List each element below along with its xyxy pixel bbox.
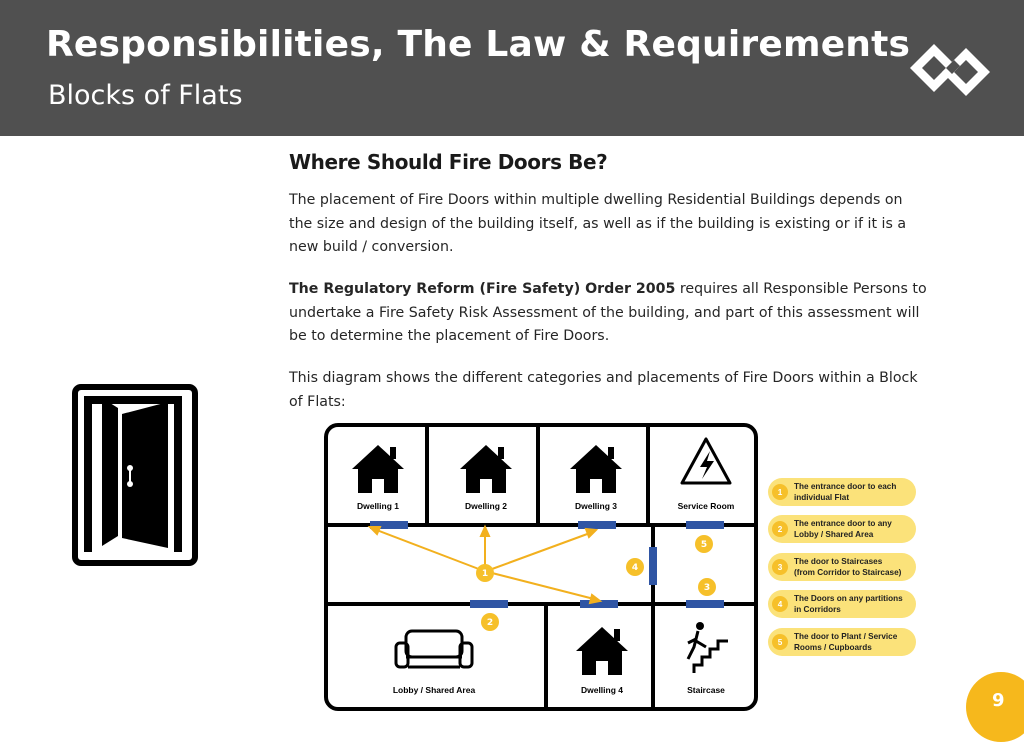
- marker-4: 4: [631, 563, 639, 573]
- label-dwelling-3: Dwelling 3: [574, 501, 618, 511]
- marker-1: 1: [481, 569, 489, 579]
- label-lobby: Lobby / Shared Area: [392, 685, 476, 695]
- marker-2: 2: [486, 618, 494, 628]
- section-heading: Where Should Fire Doors Be?: [289, 150, 608, 174]
- fire-door-diagram: [322, 421, 764, 713]
- marker-3: 3: [703, 583, 711, 593]
- legend-text: (from Corridor to Staircase): [794, 568, 902, 577]
- marker-5: 5: [700, 540, 708, 550]
- legend-number: 1: [777, 488, 783, 497]
- legend-text: The entrance door to each: [794, 482, 897, 491]
- open-door-icon: [72, 384, 198, 566]
- regulation-name: The Regulatory Reform (Fire Safety) Order 2005: [289, 281, 676, 297]
- legend-text: The entrance door to any: [794, 519, 892, 528]
- legend-text: in Corridors: [794, 605, 841, 614]
- page-title: Responsibilities, The Law & Requirements: [46, 24, 911, 65]
- legend-item-1: [768, 478, 916, 506]
- legend-item-5: [768, 628, 916, 656]
- label-staircase: Staircase: [687, 685, 725, 695]
- intro-paragraph: The placement of Fire Doors within multiple dwelling Residential Buildings depends on the size and design of the building itself, as well as if the building is existing or if it is a new build / conversion.: [289, 192, 907, 255]
- legend-number: 3: [777, 563, 783, 572]
- regulation-paragraph: [289, 278, 929, 349]
- legend-item-2: [768, 515, 916, 543]
- legend-text: The door to Plant / Service: [794, 632, 898, 641]
- legend-number: 5: [777, 638, 783, 647]
- legend-text: individual Flat: [794, 493, 850, 502]
- door-staircase: [686, 600, 724, 608]
- legend-item-3: [768, 553, 916, 581]
- diagram-legend: [766, 478, 922, 660]
- door-service-room: [686, 521, 724, 529]
- door-corridor-partition: [649, 547, 657, 585]
- legend-number: 4: [777, 600, 783, 609]
- legend-text: Lobby / Shared Area: [794, 530, 874, 539]
- label-service-room: Service Room: [677, 501, 735, 511]
- label-dwelling-1: Dwelling 1: [356, 501, 400, 511]
- page-number: 9: [992, 690, 1005, 711]
- diamond-chain-logo-icon: [908, 38, 992, 102]
- legend-number: 2: [777, 525, 783, 534]
- header-banner: [0, 0, 1024, 136]
- regulation-text: requires all Responsible Persons to undertake a Fire Safety Risk Assessment of the building, and part of this assessment will be to determine the placement of Fire Doors.: [289, 281, 927, 344]
- legend-text: Rooms / Cupboards: [794, 643, 872, 652]
- page-number-badge: [966, 672, 1024, 742]
- diagram-intro-paragraph: This diagram shows the different categories and placements of Fire Doors within a Block of Flats:: [289, 370, 918, 410]
- door-lobby: [470, 600, 508, 608]
- page-subtitle: Blocks of Flats: [48, 80, 243, 111]
- label-dwelling-4: Dwelling 4: [580, 685, 624, 695]
- legend-text: The Doors on any partitions: [794, 594, 903, 603]
- legend-item-4: [768, 590, 916, 618]
- legend-text: The door to Staircases: [794, 557, 883, 566]
- label-dwelling-2: Dwelling 2: [464, 501, 508, 511]
- door-dwelling-3: [578, 521, 616, 529]
